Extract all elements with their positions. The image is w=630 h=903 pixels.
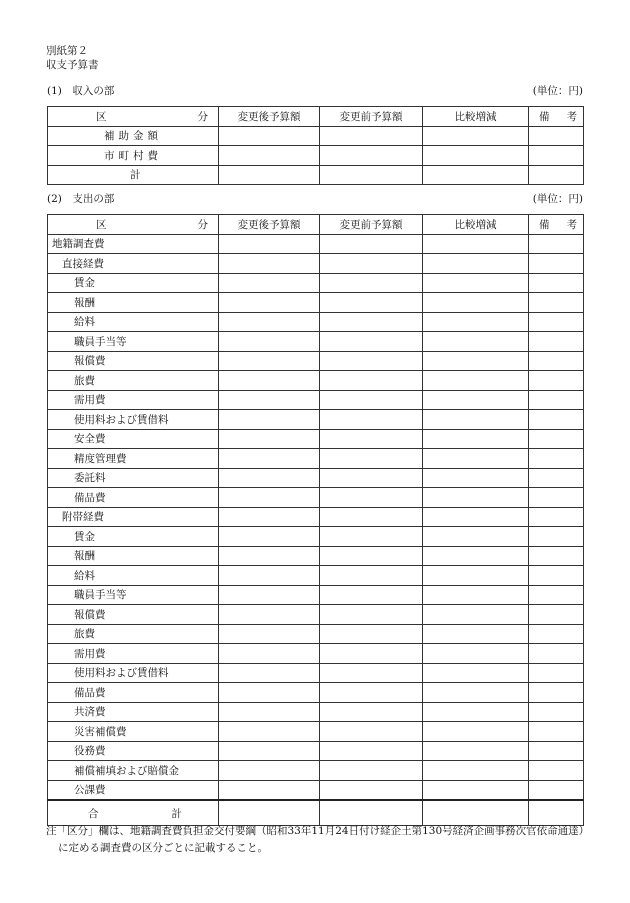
expense-row	[48, 566, 584, 586]
expense-after-cell[interactable]	[219, 449, 320, 469]
expense-diff-cell[interactable]	[423, 254, 529, 274]
expense-note-cell[interactable]	[529, 410, 584, 430]
expense-category-cell: 共済費	[48, 702, 219, 722]
expense-diff-cell[interactable]	[423, 507, 529, 527]
expense-diff-cell[interactable]	[423, 761, 529, 781]
expense-after-cell[interactable]	[219, 644, 320, 664]
expense-note-cell[interactable]	[529, 585, 584, 605]
income-before-cell[interactable]	[320, 126, 423, 146]
expense-col-note: 備 考	[529, 215, 584, 235]
expense-before-cell[interactable]	[320, 585, 423, 605]
expense-diff-cell[interactable]	[423, 273, 529, 293]
expense-row	[48, 585, 584, 605]
expense-note-cell[interactable]	[529, 390, 584, 410]
expense-category-cell: 災害補償費	[48, 722, 219, 742]
expense-after-cell[interactable]	[219, 468, 320, 488]
expense-category-cell: 報償費	[48, 351, 219, 371]
expense-row	[48, 371, 584, 391]
expense-category-cell: 役務費	[48, 741, 219, 761]
income-note-cell[interactable]	[529, 146, 584, 166]
expense-diff-cell[interactable]	[423, 741, 529, 761]
expense-diff-cell[interactable]	[423, 468, 529, 488]
income-diff-cell[interactable]	[423, 146, 529, 166]
expense-before-cell[interactable]	[320, 741, 423, 761]
expense-diff-cell[interactable]	[423, 624, 529, 644]
expense-before-cell[interactable]	[320, 273, 423, 293]
expense-row	[48, 683, 584, 703]
expense-note-cell[interactable]	[529, 605, 584, 625]
footnote-line1: 注「区分」欄は、地籍調査費負担金交付要綱（昭和33年11月24日付け経企土第130号経済企画事務次官依命通達）	[46, 825, 590, 837]
expense-before-cell[interactable]	[320, 663, 423, 683]
expense-before-cell[interactable]	[320, 624, 423, 644]
expense-after-cell[interactable]	[219, 371, 320, 391]
document-title: 収支予算書	[46, 59, 99, 71]
expense-diff-cell[interactable]	[423, 546, 529, 566]
expense-note-cell[interactable]	[529, 644, 584, 664]
income-diff-cell[interactable]	[423, 165, 529, 185]
expense-note-cell[interactable]	[529, 566, 584, 586]
expense-row	[48, 449, 584, 469]
expense-diff-cell[interactable]	[423, 780, 529, 800]
expense-before-cell[interactable]	[320, 371, 423, 391]
expense-note-cell[interactable]	[529, 741, 584, 761]
income-category-cell: 補助金額	[48, 126, 219, 146]
expense-row	[48, 254, 584, 274]
expense-category-cell: 委託料	[48, 468, 219, 488]
expense-row	[48, 332, 584, 352]
expense-note-cell[interactable]	[529, 449, 584, 469]
expense-note-cell[interactable]	[529, 546, 584, 566]
income-category-cell: 計	[48, 165, 219, 185]
expense-category-cell: 職員手当等	[48, 332, 219, 352]
expense-note-cell[interactable]	[529, 293, 584, 313]
expense-before-cell[interactable]	[320, 761, 423, 781]
expense-note-cell[interactable]	[529, 351, 584, 371]
expense-diff-cell[interactable]	[423, 644, 529, 664]
expense-note-cell[interactable]	[529, 234, 584, 254]
expense-before-cell[interactable]	[320, 312, 423, 332]
expense-diff-cell[interactable]	[423, 722, 529, 742]
expense-row	[48, 293, 584, 313]
income-after-cell[interactable]	[219, 126, 320, 146]
expense-diff-cell[interactable]	[423, 234, 529, 254]
income-col-diff: 比較増減	[423, 107, 529, 127]
expense-before-cell[interactable]	[320, 332, 423, 352]
expense-before-cell[interactable]	[320, 234, 423, 254]
expense-note-cell[interactable]	[529, 468, 584, 488]
expense-after-cell[interactable]	[219, 702, 320, 722]
expense-after-cell[interactable]	[219, 605, 320, 625]
expense-diff-cell[interactable]	[423, 527, 529, 547]
expense-col-before: 変更前予算額	[320, 215, 423, 235]
income-header-row	[48, 107, 584, 127]
expense-category-cell: 賃金	[48, 273, 219, 293]
expense-row	[48, 722, 584, 742]
income-after-cell[interactable]	[219, 165, 320, 185]
expense-col-after: 変更後予算額	[219, 215, 320, 235]
expense-after-cell[interactable]	[219, 351, 320, 371]
expense-after-cell[interactable]	[219, 546, 320, 566]
expense-diff-cell[interactable]	[423, 390, 529, 410]
expense-category-cell: 報酬	[48, 546, 219, 566]
expense-note-cell[interactable]	[529, 273, 584, 293]
expense-after-cell[interactable]	[219, 683, 320, 703]
expense-before-cell[interactable]	[320, 702, 423, 722]
expense-note-cell[interactable]	[529, 624, 584, 644]
expense-category-cell: 公課費	[48, 780, 219, 800]
expense-row	[48, 234, 584, 254]
expense-before-cell[interactable]	[320, 722, 423, 742]
expense-note-cell[interactable]	[529, 722, 584, 742]
expense-diff-cell[interactable]	[423, 410, 529, 430]
expense-after-cell[interactable]	[219, 507, 320, 527]
expense-note-cell[interactable]	[529, 761, 584, 781]
expense-table	[47, 214, 584, 826]
expense-before-cell[interactable]	[320, 644, 423, 664]
expense-note-cell[interactable]	[529, 702, 584, 722]
expense-after-cell[interactable]	[219, 761, 320, 781]
expense-category-cell: 需用費	[48, 390, 219, 410]
footnote-line2: に定める調査費の区分ごとに記載すること。	[58, 842, 268, 854]
expense-category-cell: 賃金	[48, 527, 219, 547]
expense-note-cell[interactable]	[529, 332, 584, 352]
income-row	[48, 126, 584, 146]
expense-category-cell: 使用料および賃借料	[48, 663, 219, 683]
expense-category-cell: 職員手当等	[48, 585, 219, 605]
expense-category-cell: 旅費	[48, 624, 219, 644]
expense-category-cell: 地籍調査費	[48, 234, 219, 254]
expense-after-cell[interactable]	[219, 254, 320, 274]
income-col-after: 変更後予算額	[219, 107, 320, 127]
expense-category-cell: 使用料および賃借料	[48, 410, 219, 430]
expense-row	[48, 702, 584, 722]
income-category-cell: 市町村費	[48, 146, 219, 166]
expense-note-cell[interactable]	[529, 312, 584, 332]
expense-after-cell[interactable]	[219, 429, 320, 449]
document-label: 別紙第２	[46, 45, 88, 57]
expense-diff-cell[interactable]	[423, 429, 529, 449]
expense-row	[48, 273, 584, 293]
expense-before-cell[interactable]	[320, 546, 423, 566]
income-before-cell[interactable]	[320, 146, 423, 166]
expense-before-cell[interactable]	[320, 488, 423, 508]
expense-before-cell[interactable]	[320, 468, 423, 488]
expense-note-cell[interactable]	[529, 527, 584, 547]
expense-unit: (単位：円)	[532, 193, 583, 205]
expense-category-cell: 安全費	[48, 429, 219, 449]
income-row	[48, 146, 584, 166]
expense-after-cell[interactable]	[219, 312, 320, 332]
expense-before-cell[interactable]	[320, 566, 423, 586]
expense-row	[48, 351, 584, 371]
total-label: 合 計	[48, 800, 219, 826]
expense-before-cell[interactable]	[320, 293, 423, 313]
income-after-cell[interactable]	[219, 146, 320, 166]
expense-note-cell[interactable]	[529, 663, 584, 683]
expense-before-cell[interactable]	[320, 507, 423, 527]
expense-after-cell[interactable]	[219, 566, 320, 586]
expense-row	[48, 527, 584, 547]
expense-after-cell[interactable]	[219, 293, 320, 313]
expense-category-cell: 附帯経費	[48, 507, 219, 527]
expense-before-cell[interactable]	[320, 351, 423, 371]
expense-diff-cell[interactable]	[423, 663, 529, 683]
expense-category-cell: 給料	[48, 312, 219, 332]
expense-after-cell[interactable]	[219, 527, 320, 547]
income-col-before: 変更前予算額	[320, 107, 423, 127]
income-unit: (単位：円)	[532, 85, 583, 97]
income-title: (1) 収入の部	[47, 85, 115, 97]
total-note-cell[interactable]	[529, 800, 584, 826]
income-before-cell[interactable]	[320, 165, 423, 185]
expense-after-cell[interactable]	[219, 332, 320, 352]
expense-col-category: 区 分	[48, 215, 219, 235]
expense-note-cell[interactable]	[529, 488, 584, 508]
income-row	[48, 165, 584, 185]
expense-row	[48, 312, 584, 332]
expense-row	[48, 605, 584, 625]
expense-col-diff: 比較増減	[423, 215, 529, 235]
expense-before-cell[interactable]	[320, 780, 423, 800]
expense-note-cell[interactable]	[529, 780, 584, 800]
expense-row	[48, 644, 584, 664]
expense-title: (2) 支出の部	[47, 193, 115, 205]
expense-diff-cell[interactable]	[423, 293, 529, 313]
expense-row	[48, 761, 584, 781]
expense-after-cell[interactable]	[219, 722, 320, 742]
expense-row	[48, 546, 584, 566]
income-col-note: 備 考	[529, 107, 584, 127]
expense-category-cell: 報酬	[48, 293, 219, 313]
expense-before-cell[interactable]	[320, 410, 423, 430]
expense-after-cell[interactable]	[219, 624, 320, 644]
total-before-cell[interactable]	[320, 800, 423, 826]
expense-category-cell: 備品費	[48, 683, 219, 703]
expense-diff-cell[interactable]	[423, 585, 529, 605]
expense-before-cell[interactable]	[320, 254, 423, 274]
expense-category-cell: 需用費	[48, 644, 219, 664]
expense-row	[48, 390, 584, 410]
total-after-cell[interactable]	[219, 800, 320, 826]
expense-row	[48, 741, 584, 761]
expense-row	[48, 488, 584, 508]
expense-note-cell[interactable]	[529, 429, 584, 449]
expense-after-cell[interactable]	[219, 410, 320, 430]
expense-diff-cell[interactable]	[423, 351, 529, 371]
expense-row	[48, 468, 584, 488]
expense-before-cell[interactable]	[320, 683, 423, 703]
expense-row	[48, 410, 584, 430]
expense-category-cell: 旅費	[48, 371, 219, 391]
expense-before-cell[interactable]	[320, 527, 423, 547]
expense-before-cell[interactable]	[320, 605, 423, 625]
expense-diff-cell[interactable]	[423, 702, 529, 722]
expense-note-cell[interactable]	[529, 254, 584, 274]
expense-category-cell: 直接経費	[48, 254, 219, 274]
expense-diff-cell[interactable]	[423, 566, 529, 586]
expense-total-row	[48, 800, 584, 826]
expense-diff-cell[interactable]	[423, 488, 529, 508]
expense-category-cell: 報償費	[48, 605, 219, 625]
income-section-title	[47, 84, 583, 98]
income-diff-cell[interactable]	[423, 126, 529, 146]
income-note-cell[interactable]	[529, 126, 584, 146]
expense-before-cell[interactable]	[320, 429, 423, 449]
expense-diff-cell[interactable]	[423, 371, 529, 391]
expense-diff-cell[interactable]	[423, 605, 529, 625]
expense-after-cell[interactable]	[219, 390, 320, 410]
expense-section-title	[47, 192, 583, 206]
expense-row	[48, 624, 584, 644]
expense-after-cell[interactable]	[219, 663, 320, 683]
expense-row	[48, 429, 584, 449]
expense-after-cell[interactable]	[219, 234, 320, 254]
expense-category-cell: 備品費	[48, 488, 219, 508]
expense-after-cell[interactable]	[219, 273, 320, 293]
total-diff-cell[interactable]	[423, 800, 529, 826]
expense-row	[48, 780, 584, 800]
expense-diff-cell[interactable]	[423, 332, 529, 352]
income-table	[47, 106, 584, 185]
expense-note-cell[interactable]	[529, 371, 584, 391]
expense-after-cell[interactable]	[219, 488, 320, 508]
expense-row	[48, 507, 584, 527]
income-col-category: 区 分	[48, 107, 219, 127]
expense-diff-cell[interactable]	[423, 683, 529, 703]
expense-after-cell[interactable]	[219, 741, 320, 761]
expense-category-cell: 補償補填および賠償金	[48, 761, 219, 781]
expense-after-cell[interactable]	[219, 585, 320, 605]
expense-category-cell: 精度管理費	[48, 449, 219, 469]
expense-before-cell[interactable]	[320, 390, 423, 410]
expense-before-cell[interactable]	[320, 449, 423, 469]
expense-note-cell[interactable]	[529, 683, 584, 703]
expense-row	[48, 663, 584, 683]
income-note-cell[interactable]	[529, 165, 584, 185]
expense-note-cell[interactable]	[529, 507, 584, 527]
expense-header-row	[48, 215, 584, 235]
expense-diff-cell[interactable]	[423, 449, 529, 469]
expense-after-cell[interactable]	[219, 780, 320, 800]
expense-diff-cell[interactable]	[423, 312, 529, 332]
expense-category-cell: 給料	[48, 566, 219, 586]
